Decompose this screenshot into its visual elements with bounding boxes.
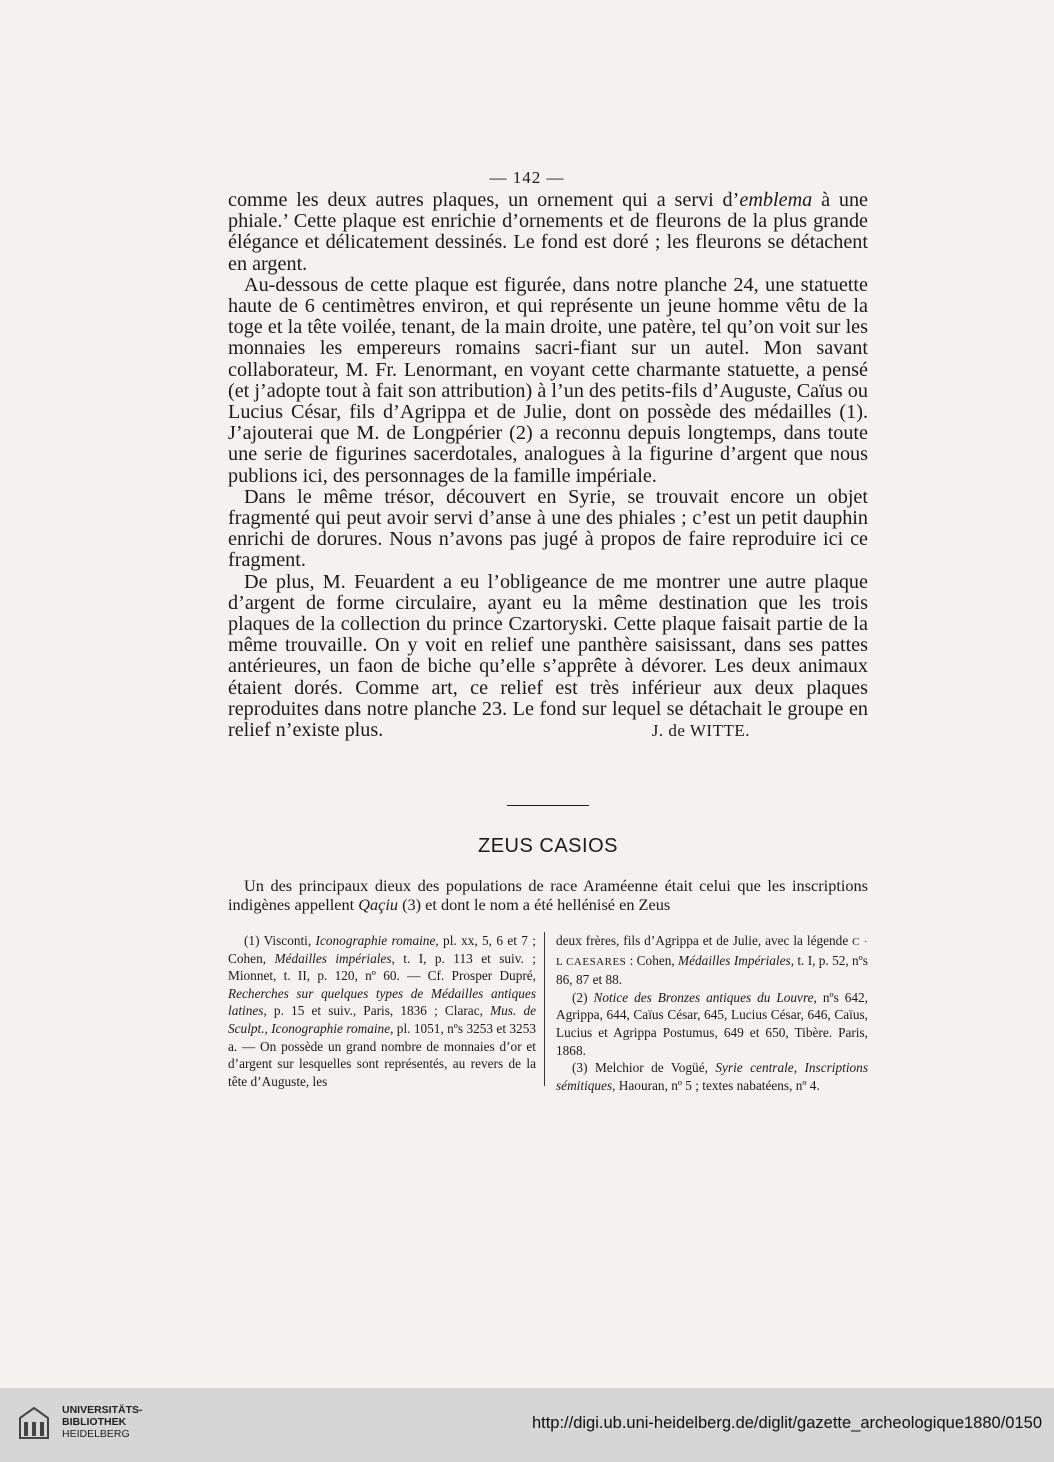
library-logo-icon — [12, 1402, 56, 1446]
paragraph-1: comme les deux autres plaques, un ornement qui a servi d’emblema à une phiale.’ Cette plaque est enrichie d’ornements et de fleurons de la plus grande élégance et délicatement dessinés. Le fond est doré ; les fleurons se détachent en argent. — [228, 189, 869, 275]
footnotes-left-column — [228, 932, 536, 1090]
article-body — [228, 190, 868, 741]
paragraph-3: Dans le même trésor, découvert en Syrie, se trouvait encore un objet fragmenté qui peut avoir servi d’anse à une des phiales ; c’est un petit dauphin enrichi de dorures. Nous n’avons pas jugé à propos de faire reproduire ici ce fragment. — [228, 485, 868, 572]
footnotes-right-column — [556, 932, 868, 1094]
footnote-1: (1) Visconti, Iconographie romaine, pl. xx, 5, 6 et 7 ; Cohen, Médailles impériales, t. I, p. 113 et suiv. ; Mionnet, t. II, p. 120, nº 60. — Cf. Prosper Dupré, Recherches sur quelques types de Médailles antiques latines, p. 15 et suiv., Paris, 1836 ; Clarac, Mus. de Sculpt., Iconographie romaine, pl. 1051, nºs 3253 et 3253 a. — On possède un grand nombre de monnaies d’or et d’argent sur lesquelles sont représentés, au revers de la tête d’Auguste, les — [228, 933, 536, 1089]
column-divider — [544, 932, 545, 1086]
viewer-footer — [0, 1388, 1054, 1462]
section-intro: Un des principaux dieux des populations de race Araméenne était celui que les inscriptions indigènes appellent Qaçiu (3) et dont le nom a été hellénisé en Zeus — [228, 876, 868, 914]
footnote-1-continued: deux frères, fils d’Agrippa et de Julie, avec la légende C · L CAESARES : Cohen, Médailles Impériales, t. I, p. 52, nºs 86, 87 et 88. — [556, 933, 869, 988]
permalink-url[interactable]: http://digi.ub.uni-heidelberg.de/diglit/gazette_archeologique1880/0150 — [531, 1414, 1042, 1432]
section-divider — [507, 805, 589, 806]
section-title: ZEUS CASIOS — [478, 835, 618, 857]
paragraph-4: De plus, M. Feuardent a eu l’obligeance de me montrer une autre plaque d’argent de forme circulaire, ayant eu la même destination que les trois plaques de la collection du prince Czartoryski. Cette plaque faisait partie de la même trouvaille. On y voit en relief une panthère saisissant, dans ses pattes antérieures, un faon de biche qu’elle s’apprête à dévorer. Les deux animaux étaient dorés. Comme art, ce relief est très inférieur aux deux plaques reproduites dans notre planche 23. Le fond sur lequel se détachait le groupe en relief n’existe plus. J. de WITTE. — [228, 570, 868, 742]
library-name: UNIVERSITÄTS- BIBLIOTHEK HEIDELBERG — [62, 1404, 143, 1440]
page-number: — 142 — — [489, 168, 565, 187]
footnote-3: (3) Melchior de Vogüé, Syrie centrale, Inscriptions sémitiques, Haouran, nº 5 ; textes nabatéens, nº 4. — [556, 1060, 868, 1093]
paragraph-2: Au-dessous de cette plaque est figurée, dans notre planche 24, une statuette haute de 6 centimètres environ, et qui représente un jeune homme vêtu de la toge et la tête voilée, tenant, de la main droite, une patère, tel qu’on voit sur les monnaies les empereurs romains sacri-fiant sur un autel. Mon savant collaborateur, M. Fr. Lenormant, en voyant cette charmante statuette, a pensé (et j’adopte tout à fait son attribution) à l’un des petits-fils d’Auguste, Caïus ou Lucius César, fils d’Agrippa et de Julie, dont on possède des médailles (1). J’ajouterai que M. de Longpérier (2) a reconnu depuis longtemps, dans toute une serie de figurines sacerdotales, analogues à la figurine d’argent que nous publions ici, des personnages de la famille impériale. — [228, 273, 868, 487]
author-signature: J. de WITTE. — [651, 721, 750, 741]
footnote-2: (2) Notice des Bronzes antiques du Louvre, nºs 642, Agrippa, 644, Caïus César, 645, Lucius César, 646, Caïus, Lucius et Agrippa Postumus, 649 et 650, Tibère. Paris, 1868. — [556, 989, 868, 1058]
